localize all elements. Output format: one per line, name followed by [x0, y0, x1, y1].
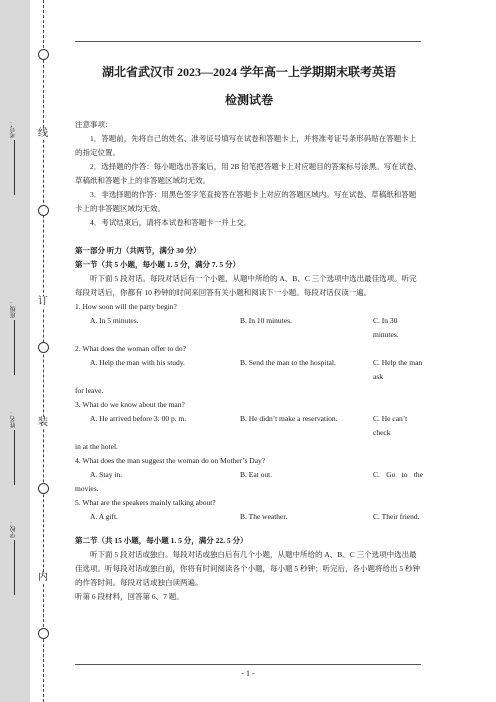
binding-char-xian: 线	[38, 128, 48, 139]
exam-number-label: 考号：	[11, 120, 17, 138]
school-label: 学校：	[11, 520, 17, 538]
binding-hole	[38, 205, 49, 216]
notes-heading: 注意事项：	[75, 120, 113, 129]
page-content	[75, 64, 423, 604]
question-5-options	[75, 510, 423, 524]
school-field[interactable]	[10, 520, 18, 595]
option-c[interactable]: C. He can’t check	[373, 414, 408, 437]
binding-hole	[38, 342, 49, 353]
notes-item: 2．选择题的作答：每小题选出答案后，用 2B 铅笔把答题卡上对应题目的答案标号涂黑。写在试卷、草稿纸和答题卡上的非答题区域均无效。	[75, 162, 422, 185]
question-2: 2. What does the woman offer to do?	[75, 344, 186, 353]
notes-item: 1．答题前，先将自己的姓名、准考证号填写在试卷和答题卡上，并将准考证号条形码贴在答题卡上的指定位置。	[75, 134, 417, 157]
page-number: - 1 -	[241, 669, 255, 678]
option-a[interactable]: A. A gift.	[90, 512, 118, 521]
question-4-options	[75, 468, 423, 482]
notes-item: 3．非选择题的作答：用黑色签字笔直接答在答题卡上对应的答题区域内。写在试卷、草稿纸和答题卡上的非答题区域均无效。	[75, 190, 417, 213]
question-2-options	[75, 356, 423, 384]
section1-instructions: 听下面 5 段对话。每段对话后有一个小题，从题中所给的 A、B、C 三个选项中选出最佳选项。听完每段对话后，你都有 10 秒钟的时间来回答有关小题和阅读下一小题。每段对话仅读一遍。	[75, 274, 417, 297]
binding-hole	[38, 483, 49, 494]
part1-heading: 第一部分 听力（共两节，满分 30 分）	[75, 246, 201, 255]
binding-char-nei: 内	[38, 572, 48, 583]
exam-number-field[interactable]	[10, 120, 18, 195]
section2-material: 听第 6 段材料，回答第 6、7 题。	[75, 592, 184, 601]
option-b[interactable]: B. The weather.	[240, 512, 288, 521]
option-c-continued: in at the hotel.	[75, 442, 118, 451]
question-1-options	[75, 314, 423, 342]
name-label: 姓名：	[11, 410, 17, 428]
binding-hole	[38, 628, 49, 639]
question-3-options	[75, 412, 423, 440]
binding-char-ding: 订	[38, 296, 48, 307]
binding-char-zhuang: 装	[38, 417, 48, 428]
name-field[interactable]	[10, 410, 18, 485]
notes-item: 4．考试结束后，请将本试卷和答题卡一并上交。	[90, 218, 252, 227]
page-title: 湖北省武汉市 2023—2024 学年高一上学期期末联考英语	[101, 65, 396, 79]
binding-hole	[38, 49, 49, 60]
section2-instructions: 听下面 5 段对话或独白。每段对话或独白后有几个小题，从题中所给的 A、B、C 三个选项中选出最佳选项。听每段对话或独白前，你将有时间阅读各个小题，每小题 5 秒钟；听完后，各小题将给出 5 秒钟的作答时间。每段对话或独白读两遍。	[75, 550, 420, 587]
option-c[interactable]: C. In 30 minutes.	[373, 316, 399, 339]
option-b[interactable]: B. Send the man to the hospital.	[240, 358, 336, 367]
page-subtitle: 检测试卷	[224, 93, 273, 107]
class-label: 班级：	[11, 300, 17, 318]
option-c-continued: movies.	[75, 484, 99, 493]
option-b[interactable]: B. In 10 minutes.	[240, 316, 292, 325]
class-field[interactable]	[10, 300, 18, 375]
option-a[interactable]: A. Help the man with his study.	[90, 358, 185, 367]
option-a[interactable]: A. He arrived before 3: 00 p. m.	[90, 414, 187, 423]
question-4: 4. What does the man suggest the woman do on Mother’s Day?	[75, 456, 266, 465]
question-5: 5. What are the speakers mainly talking about?	[75, 498, 216, 507]
option-c[interactable]: C. Help the man ask	[373, 358, 423, 381]
option-c[interactable]: C. Their friend.	[373, 512, 420, 521]
notes-block	[75, 118, 423, 230]
section2-heading: 第二节（共 15 小题，每小题 1. 5 分，满分 22. 5 分）	[75, 536, 248, 545]
option-c[interactable]: C. Go to the	[373, 470, 423, 479]
section1-heading: 第一节（共 5 小题，每小题 1. 5 分，满分 7. 5 分）	[75, 260, 240, 269]
option-a[interactable]: A. In 5 minutes.	[90, 316, 139, 325]
header-rule	[75, 41, 421, 42]
question-1: 1. How soon will the party begin?	[75, 302, 177, 311]
option-a[interactable]: A. Stay in.	[90, 470, 123, 479]
footer-rule	[75, 664, 421, 665]
option-b[interactable]: B. He didn’t make a reservation.	[240, 414, 338, 423]
option-b[interactable]: B. Eat out.	[240, 470, 273, 479]
question-3: 3. What do we know about the man?	[75, 400, 185, 409]
option-c-continued: for leave.	[75, 386, 104, 395]
